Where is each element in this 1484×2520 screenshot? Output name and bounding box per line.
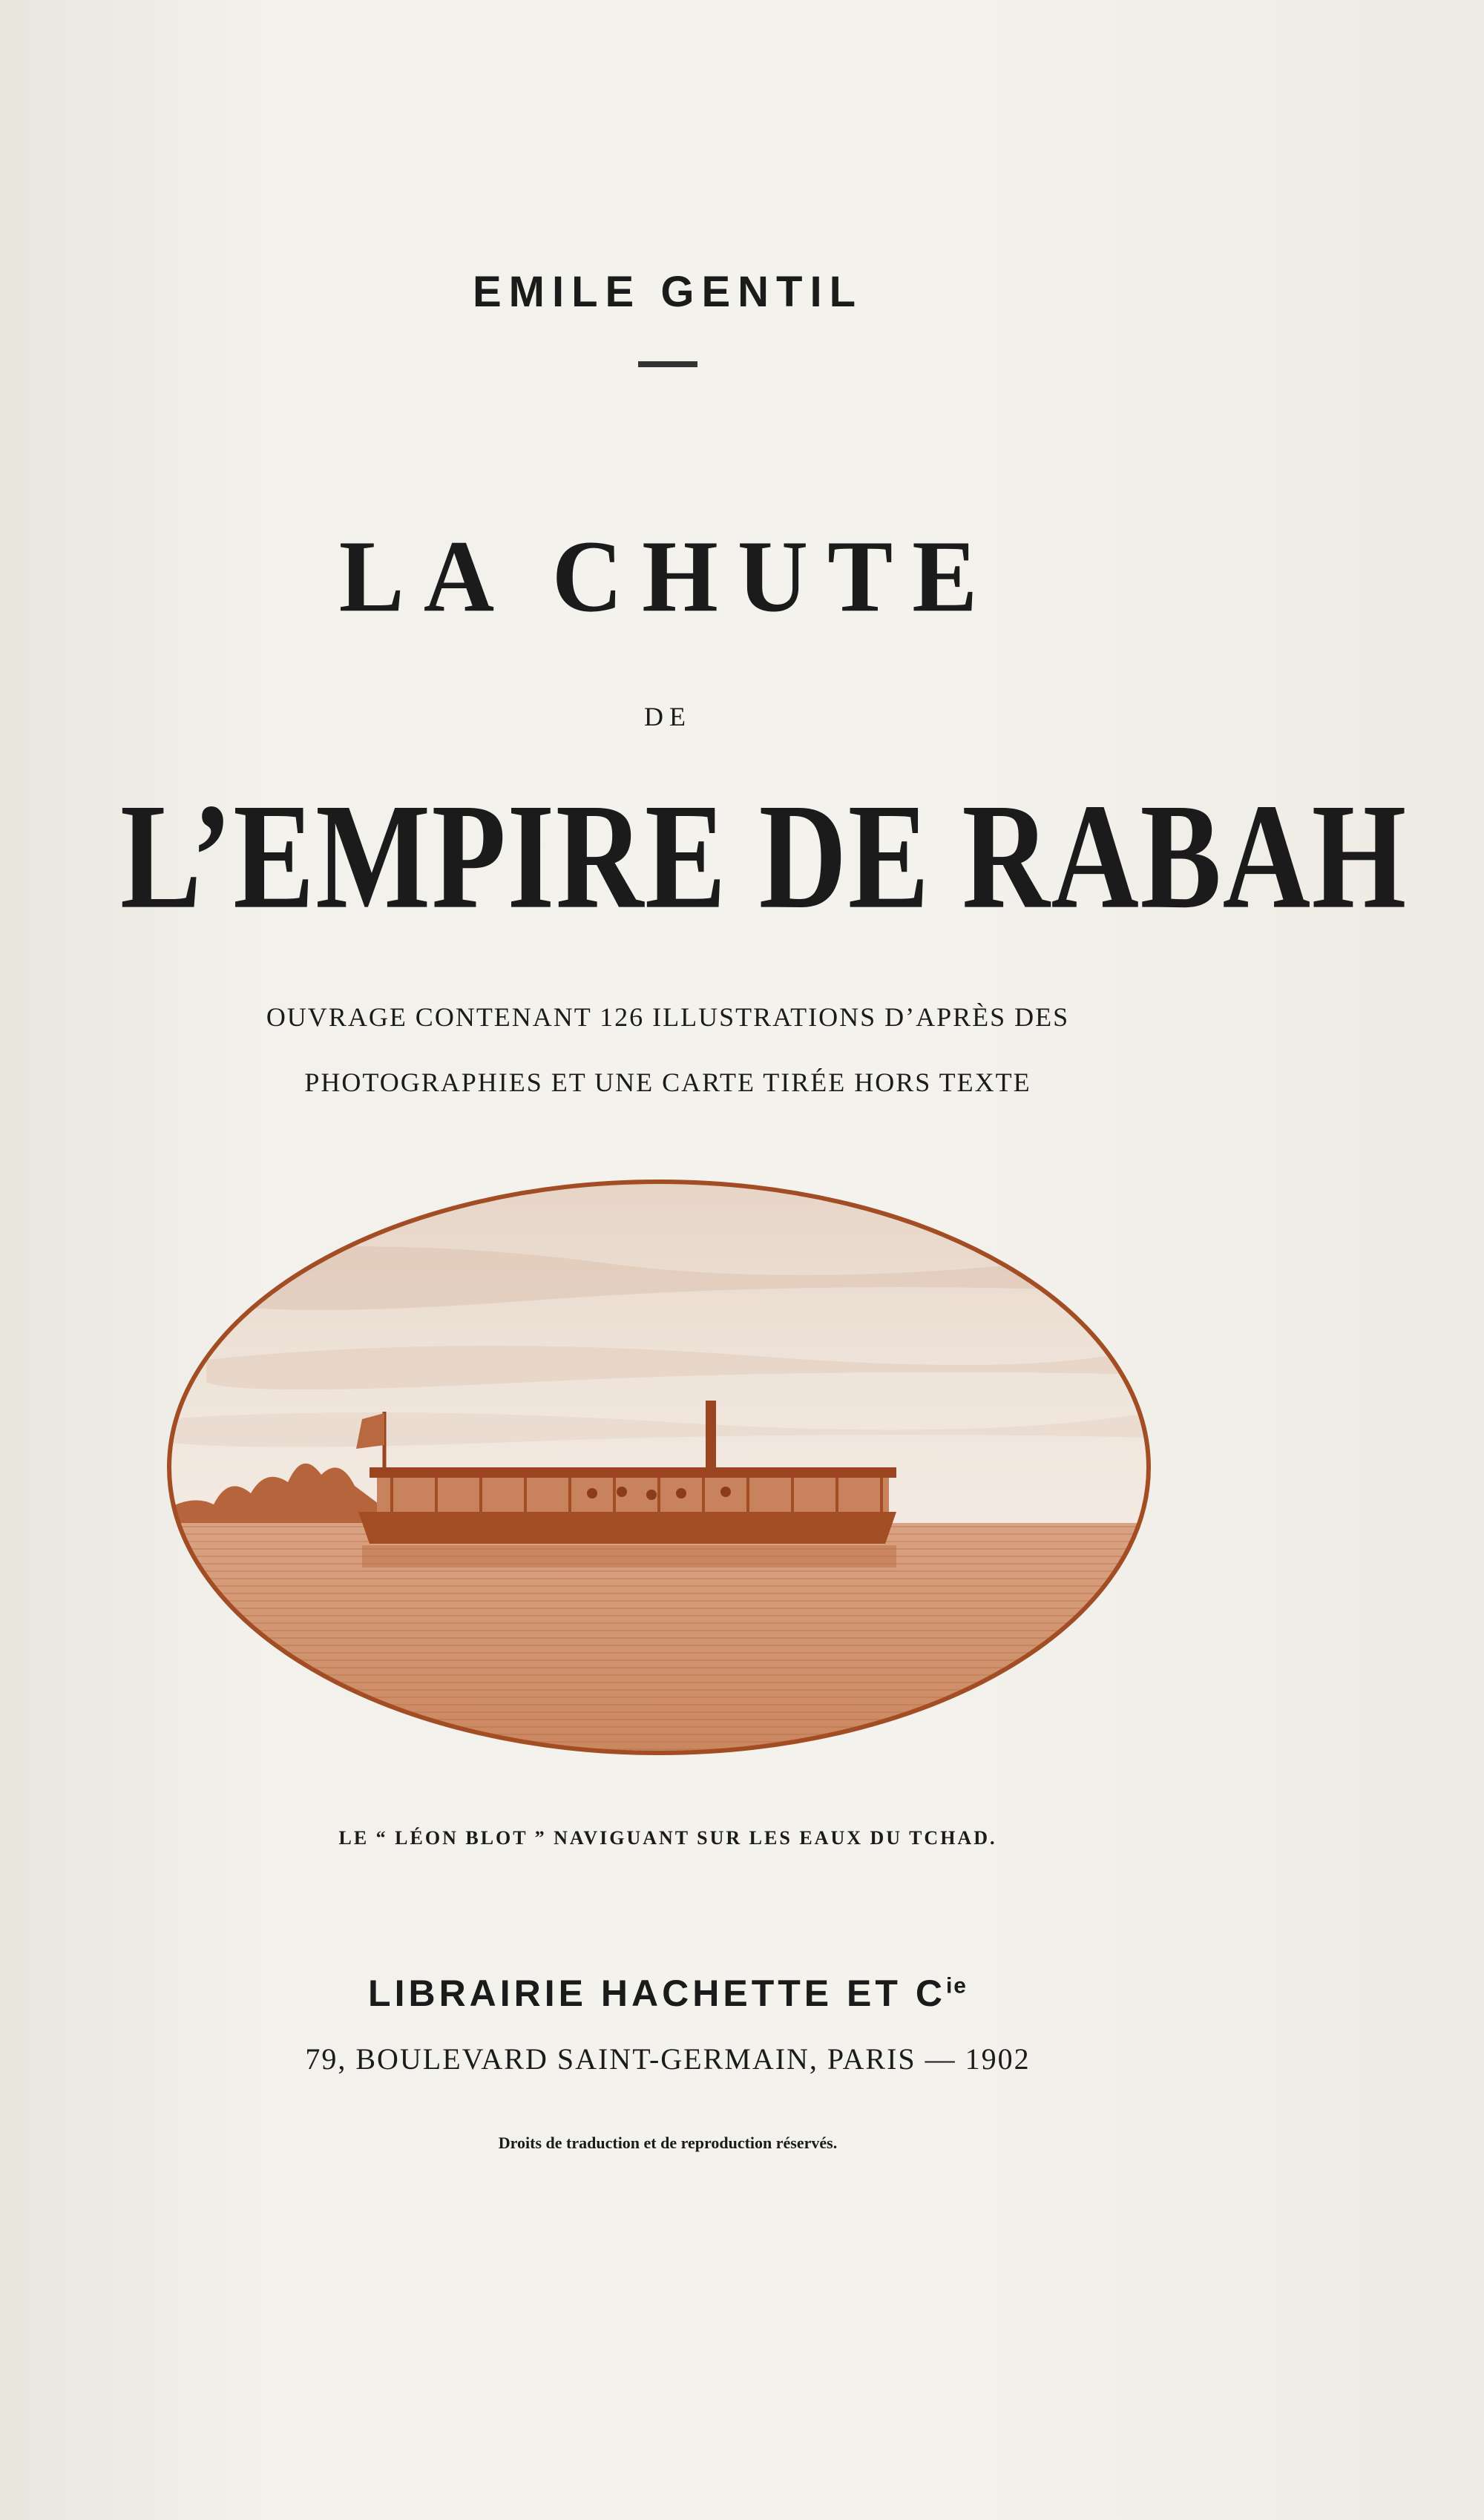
title-line-2: L’EMPIRE DE RABAH bbox=[120, 773, 1408, 941]
steamboat-vignette bbox=[162, 1174, 1156, 1760]
publisher-name-text: LIBRAIRIE HACHETTE ET C bbox=[368, 1973, 946, 2014]
subtitle-line-1: OUVRAGE CONTENANT 126 ILLUSTRATIONS D’APRÈS DES bbox=[266, 1002, 1070, 1032]
author-name: EMILE GENTIL bbox=[473, 268, 863, 316]
rights-notice: Droits de traduction et de reproduction réservés. bbox=[498, 2134, 838, 2152]
publisher-address: 79, BOULEVARD SAINT-GERMAIN, PARIS — 1902 bbox=[305, 2042, 1031, 2076]
publisher-name-superscript: ie bbox=[945, 1973, 968, 1998]
title-connector: DE bbox=[644, 702, 692, 731]
author-rule bbox=[638, 361, 697, 367]
subtitle-line-2: PHOTOGRAPHIES ET UNE CARTE TIRÉE HORS TEXTE bbox=[304, 1067, 1031, 1097]
publisher-name bbox=[0, 1972, 1336, 2015]
title-line-1: LA CHUTE bbox=[338, 519, 997, 634]
illustration-caption: LE “ LÉON BLOT ” NAVIGUANT SUR LES EAUX DU TCHAD. bbox=[338, 1827, 997, 1849]
